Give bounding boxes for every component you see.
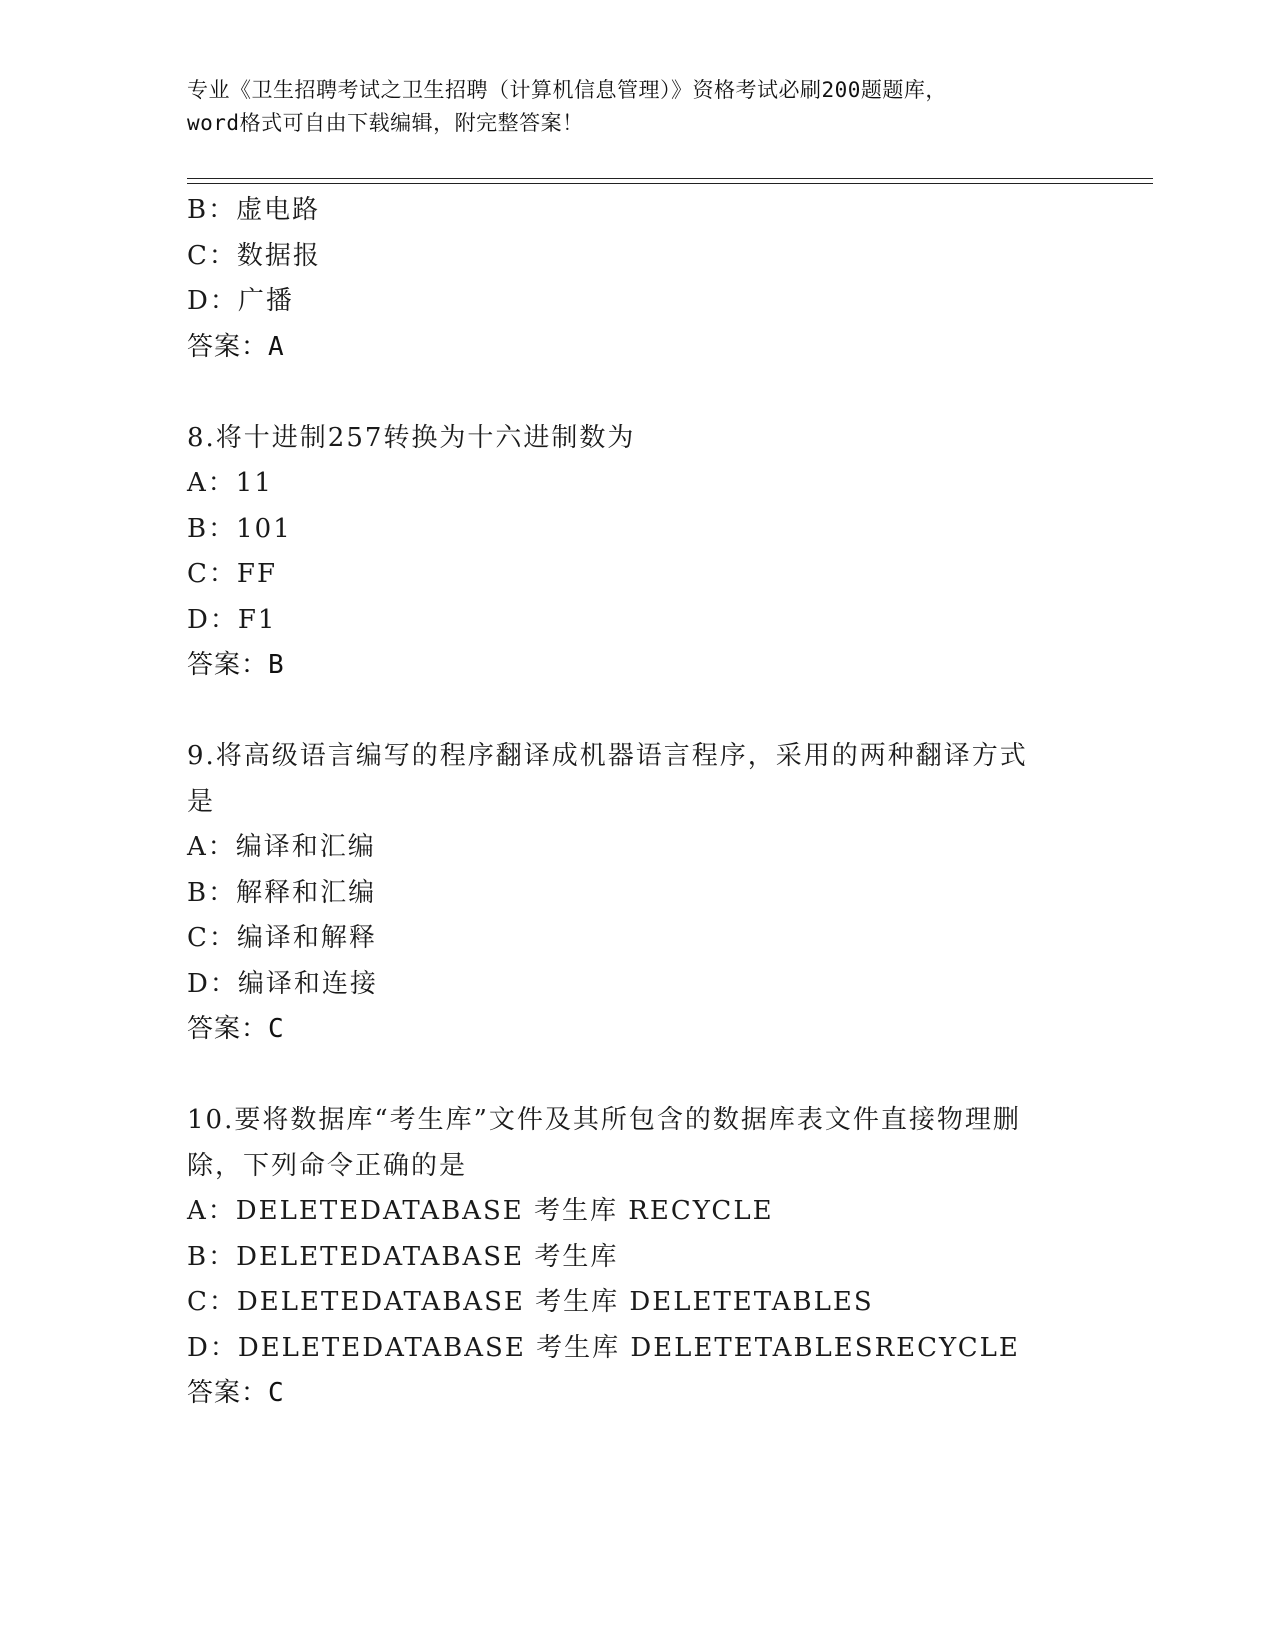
answer-line: 答案：A: [187, 331, 285, 362]
question-9: [187, 734, 1087, 1053]
option-c: C：数据报: [187, 240, 321, 271]
question-stem: 8.将十进制257转换为十六进制数为: [187, 422, 636, 453]
option-b: B：101: [187, 513, 292, 544]
option-c: C：FF: [187, 559, 277, 589]
spacer: [187, 689, 1087, 735]
header-divider-bottom: [187, 183, 1153, 184]
spacer: [187, 370, 1087, 416]
option-b: B：DELETEDATABASE 考生库: [187, 1241, 619, 1272]
header-title-line-2: word格式可自由下载编辑，附完整答案！: [187, 111, 584, 135]
answer-line: 答案：C: [187, 1014, 285, 1044]
spacer: [187, 1053, 1087, 1099]
option-c: C：DELETEDATABASE 考生库 DELETETABLES: [187, 1287, 874, 1317]
answer-line: 答案：C: [187, 1378, 285, 1408]
option-b: B：解释和汇编: [187, 877, 377, 908]
question-stem-continued: 除，下列命令正确的是: [187, 1150, 468, 1181]
option-d: D：编译和连接: [187, 968, 378, 999]
option-c: C：编译和解释: [187, 923, 377, 953]
option-d: D：DELETEDATABASE 考生库 DELETETABLESRECYCLE: [187, 1332, 1020, 1363]
question-stem: 10.要将数据库“考生库”文件及其所包含的数据库表文件直接物理删: [187, 1105, 1021, 1135]
document-header: [187, 74, 1087, 140]
question-stem-continued: 是: [187, 786, 216, 817]
header-title-line-1: 专业《卫生招聘考试之卫生招聘（计算机信息管理）》资格考试必刷200题题库，: [187, 78, 947, 102]
option-d: D：广播: [187, 286, 294, 316]
option-a: A：11: [187, 468, 273, 498]
question-list: [187, 188, 1087, 1417]
question-7-continued: [187, 188, 1087, 370]
question-stem: 9.将高级语言编写的程序翻译成机器语言程序，采用的两种翻译方式: [187, 741, 1028, 771]
question-8: [187, 416, 1087, 689]
question-10: [187, 1098, 1087, 1417]
option-a: A：编译和汇编: [187, 832, 376, 862]
option-d: D：F1: [187, 604, 277, 635]
option-a: A：DELETEDATABASE 考生库 RECYCLE: [187, 1196, 774, 1226]
option-b: B：虚电路: [187, 195, 321, 225]
answer-line: 答案：B: [187, 650, 285, 680]
header-divider-top: [187, 178, 1153, 179]
